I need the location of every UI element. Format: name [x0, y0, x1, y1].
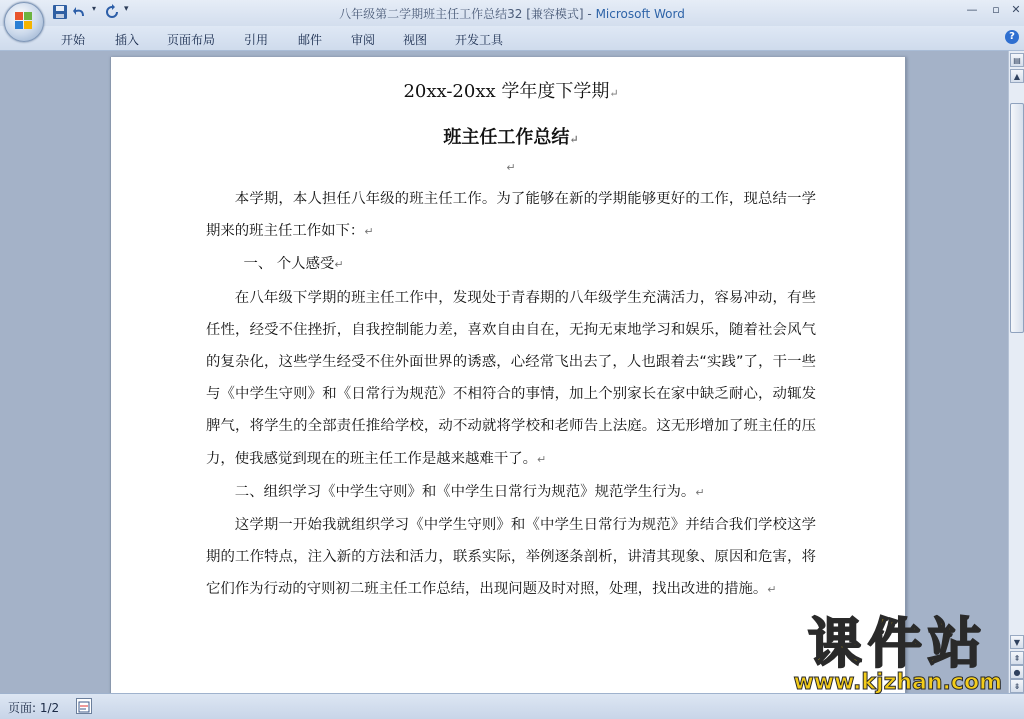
scroll-thumb[interactable]	[1010, 103, 1024, 333]
document-page[interactable]	[110, 57, 906, 707]
help-icon[interactable]: ?	[1005, 30, 1019, 44]
title-bar	[0, 0, 1024, 27]
watermark-logo	[793, 614, 1002, 695]
document-title: 八年级第二学期班主任工作总结32 [兼容模式] -	[339, 7, 596, 21]
document-title-line2: 班主任工作总结↵	[443, 127, 579, 148]
tab-view[interactable]: 视图	[403, 33, 428, 47]
scroll-down-button[interactable]: ▼	[1010, 635, 1024, 649]
tab-developer[interactable]: 开发工具	[455, 33, 504, 47]
minimize-button[interactable]: —	[966, 3, 978, 16]
ribbon-tabs	[0, 26, 1024, 51]
vertical-scrollbar[interactable]	[1008, 51, 1024, 693]
restore-button[interactable]: ▫	[992, 3, 1000, 16]
close-button[interactable]: ✕	[1011, 3, 1021, 16]
customize-toolbar-icon[interactable]: ▾	[124, 4, 129, 14]
page-count[interactable]: 页面: 1/2	[8, 701, 60, 715]
next-page-button[interactable]: ⇟	[1010, 679, 1024, 693]
tab-page-layout[interactable]: 页面布局	[167, 33, 216, 47]
document-content	[206, 77, 816, 607]
paragraph-intro: 本学期，本人担任八年级的班主任工作。为了能够在新的学期能够更好的工作，现总结一学期来的班主任工作如下：↵	[206, 191, 816, 240]
tab-insert[interactable]: 插入	[115, 33, 140, 47]
office-button[interactable]	[4, 2, 44, 42]
watermark-url: www.kjzhan.com	[793, 670, 1002, 695]
app-title: Microsoft Word	[595, 7, 685, 21]
blank-paragraph: ↵	[506, 161, 516, 174]
ruler-toggle-icon[interactable]: ▤	[1010, 53, 1024, 67]
watermark-text: 课件站	[807, 612, 988, 675]
proofing-icon[interactable]	[76, 698, 92, 714]
status-bar	[0, 693, 1024, 719]
tab-mailings[interactable]: 邮件	[298, 33, 323, 47]
previous-page-button[interactable]: ⇞	[1010, 651, 1024, 665]
tab-home[interactable]: 开始	[61, 33, 86, 47]
document-title-line1: 20xx-20xx 学年度下学期↵	[403, 81, 619, 102]
scroll-up-button[interactable]: ▲	[1010, 69, 1024, 83]
document-area	[0, 51, 1008, 693]
undo-dropdown-icon[interactable]: ▾	[92, 4, 97, 13]
tab-review[interactable]: 审阅	[351, 33, 376, 47]
office-logo-icon	[15, 12, 33, 30]
tab-references[interactable]: 引用	[244, 33, 269, 47]
paragraph-feelings: 在八年级下学期的班主任工作中，发现处于青春期的八年级学生充满活力，容易冲动，有些任性，经受不住挫折，自我控制能力差，喜欢自由自在，无拘无束地学习和娱乐，随着社会风气的复杂化，这些学生经受不住外面世界的诱惑，心经常飞出去了，人也跟着去“实践”了，干一些与《中学生守则》和《日常行为规范》不相符合的事情，加上个别家长在家中缺乏耐心，动辄发脾气，将学生的全部责任推给学校，动不动就将学校和老师告上法庭。这无形增加了班主任的压力，使我感觉到现在的班主任工作是越来越难干了。↵	[206, 289, 816, 467]
window-title	[0, 5, 1024, 22]
heading-personal-feelings: 一、 个人感受↵	[243, 256, 344, 273]
select-browse-object-button[interactable]: ●	[1010, 665, 1024, 679]
paragraph-study: 这学期一开始我就组织学习《中学生守则》和《中学生日常行为规范》并结合我们学校这学期的工作特点，注入新的方法和活力，联系实际，举例逐条剖析，讲清其现象、原因和危害，将它们作为行动的守则初二班主任工作总结，出现问题及时对照，处理，找出改进的措施。↵	[206, 517, 816, 598]
heading-organize-study: 二、组织学习《中学生守则》和《中学生日常行为规范》规范学生行为。↵	[234, 483, 705, 500]
